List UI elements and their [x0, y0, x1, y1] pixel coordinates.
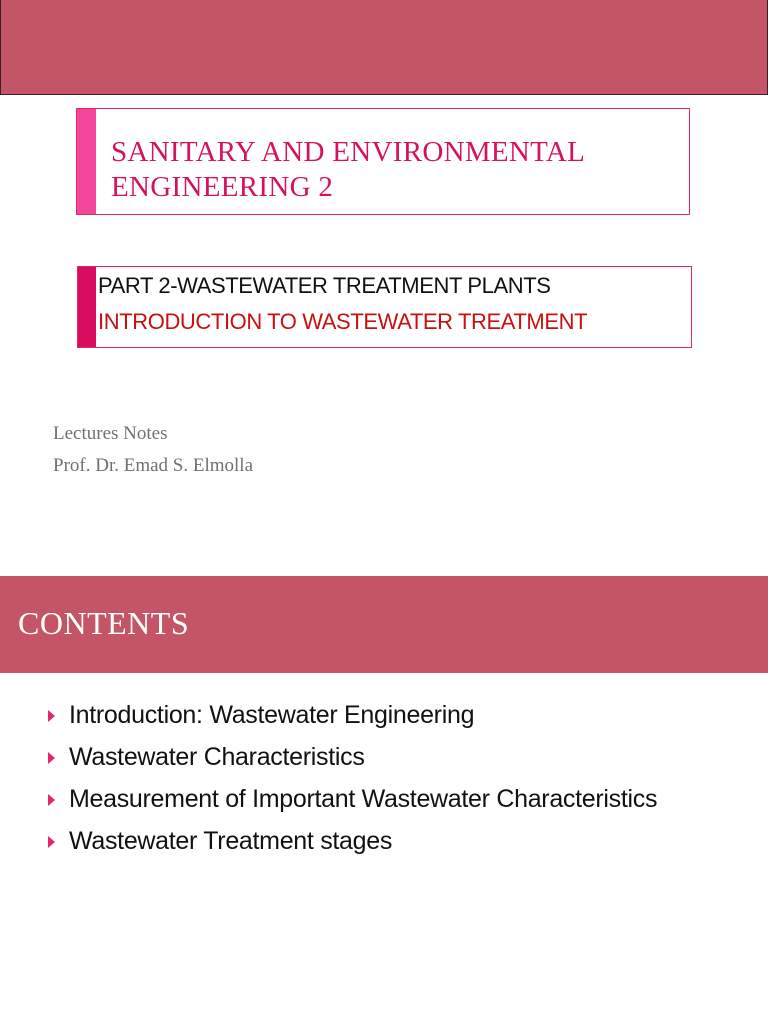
list-item: [48, 740, 748, 774]
list-item-label: Introduction: Wastewater Engineering: [69, 701, 475, 729]
notes-label: Lectures Notes: [53, 423, 168, 444]
triangle-right-icon: [48, 752, 55, 764]
contents-slide: [0, 576, 768, 1024]
triangle-right-icon: [48, 836, 55, 848]
contents-heading: CONTENTS: [18, 605, 190, 641]
slide-title: SANITARY AND ENVIRONMENTAL ENGINEERING 2: [111, 136, 586, 203]
list-item-label: Measurement of Important Wastewater Characteristics: [69, 785, 658, 813]
list-item-label: Wastewater Characteristics: [69, 743, 365, 771]
subtitle-part: PART 2-WASTEWATER TREATMENT PLANTS: [98, 273, 551, 298]
list-item: [48, 698, 748, 732]
triangle-right-icon: [48, 794, 55, 806]
list-item-label: Wastewater Treatment stages: [69, 827, 393, 855]
author-name: Prof. Dr. Emad S. Elmolla: [53, 455, 254, 476]
header-band: [0, 0, 768, 95]
list-item: [48, 782, 748, 816]
title-box: [76, 108, 690, 215]
subtitle-topic: INTRODUCTION TO WASTEWATER TREATMENT: [98, 309, 588, 334]
title-accent-bar: [77, 109, 96, 214]
triangle-right-icon: [48, 710, 55, 722]
subtitle-box: [77, 266, 692, 348]
contents-list: [48, 698, 748, 866]
author-notes: [53, 418, 253, 482]
list-item: [48, 824, 748, 858]
subtitle-accent-bar: [78, 267, 96, 347]
contents-header-band: [0, 576, 768, 673]
